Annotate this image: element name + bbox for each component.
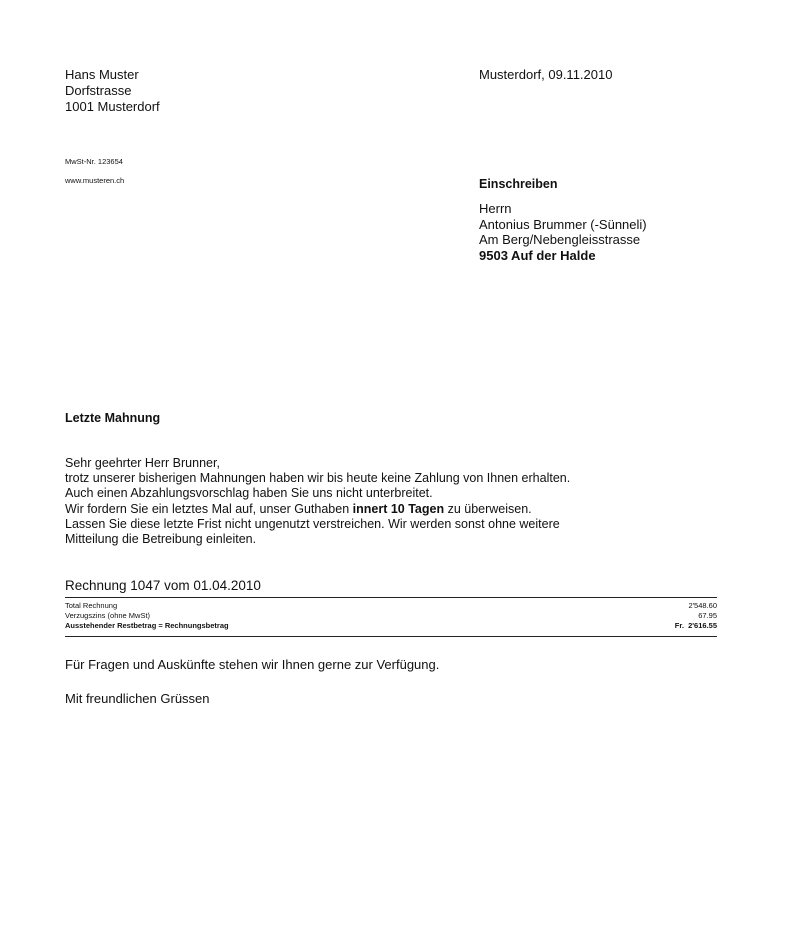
invoice-table: [65, 601, 717, 631]
letter-subject: Letzte Mahnung: [65, 411, 161, 425]
recipient-address: [479, 201, 647, 264]
closing-line: Mit freundlichen Grüssen: [65, 691, 210, 706]
body-line-2: Auch einen Abzahlungsvorschlag haben Sie uns nicht unterbreitet.: [65, 486, 433, 501]
body-line-4: Lassen Sie diese letzte Frist nicht ungenutzt verstreichen. Wir werden sonst ohne weitere: [65, 516, 560, 531]
invoice-total-value: Fr. 2'616.55: [674, 621, 717, 630]
greeting: Sehr geehrter Herr Brunner,: [65, 456, 220, 470]
sender-name: Hans Muster: [65, 67, 139, 82]
body-line-3-start: Wir fordern Sie ein letztes Mal auf, unser Guthaben: [65, 501, 353, 516]
recipient-city: 9503 Auf der Halde: [479, 248, 596, 264]
sender-address: [65, 67, 160, 115]
questions-note: Für Fragen und Auskünfte stehen wir Ihnen gerne zur Verfügung.: [65, 657, 440, 672]
mail-type: Einschreiben: [479, 177, 558, 191]
body-line-5: Mitteilung die Betreibung einleiten.: [65, 532, 257, 547]
invoice-row-value: 2'548.60: [688, 601, 717, 610]
recipient-name: Antonius Brummer (-Sünneli): [479, 216, 647, 232]
invoice-row-label: Total Rechnung: [65, 601, 118, 610]
body-line-1: trotz unserer bisherigen Mahnungen haben wir bis heute keine Zahlung von Ihnen erhalten.: [65, 471, 571, 486]
invoice-total-label: Ausstehender Restbetrag = Rechnungsbetrag: [65, 621, 229, 630]
recipient-street: Am Berg/Nebengleisstrasse: [479, 232, 641, 248]
table-row: [65, 611, 717, 621]
sender-website: www.musteren.ch: [65, 176, 125, 185]
sender-street: Dorfstrasse: [65, 83, 132, 98]
deadline-emphasis: innert 10 Tagen: [352, 501, 445, 516]
invoice-bottom-rule: [65, 636, 717, 637]
body-line-3-end: zu überweisen.: [444, 501, 532, 516]
date-line: Musterdorf, 09.11.2010: [479, 67, 613, 82]
recipient-salutation: Herrn: [479, 201, 512, 216]
body-line-3: [65, 502, 570, 517]
table-row: [65, 601, 717, 611]
invoice-row-value: 67.95: [698, 611, 717, 620]
table-row-total: [65, 621, 717, 631]
vat-number: MwSt-Nr. 123654: [65, 157, 123, 166]
invoice-top-rule: [65, 597, 717, 598]
invoice-title: Rechnung 1047 vom 01.04.2010: [65, 578, 261, 593]
sender-city: 1001 Musterdorf: [65, 99, 160, 114]
invoice-row-label: Verzugszins (ohne MwSt): [65, 611, 151, 620]
letter-body: [65, 456, 570, 547]
